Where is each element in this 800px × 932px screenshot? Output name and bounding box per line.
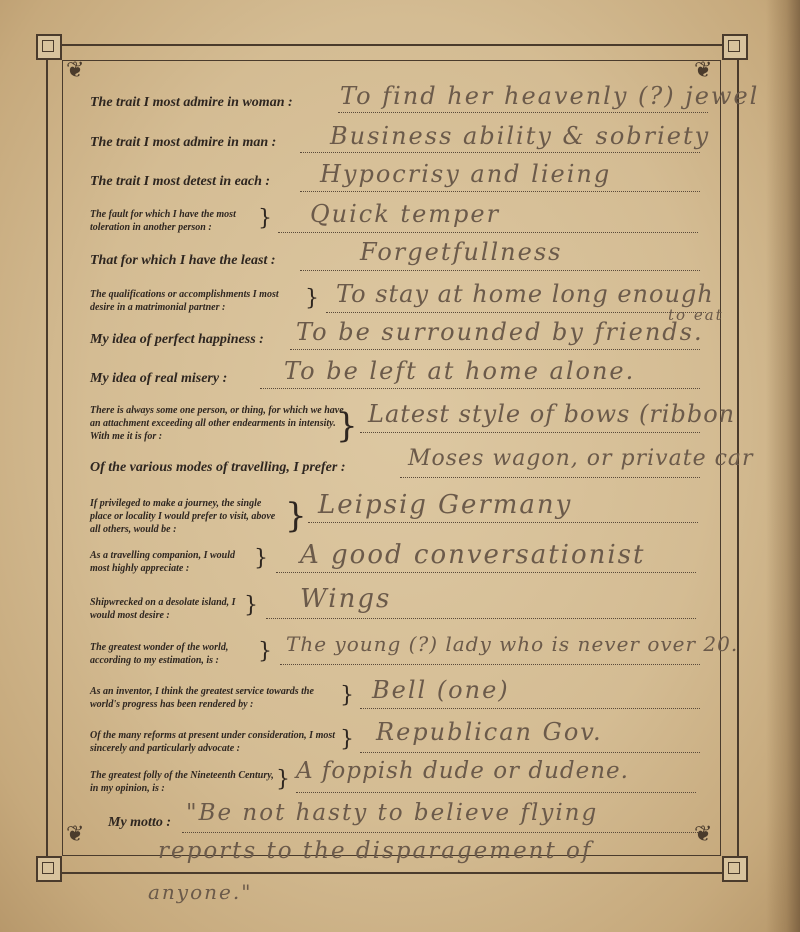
brace: } <box>340 683 354 708</box>
question-label: That for which I have the least : <box>90 253 276 268</box>
leaf-flourish-icon: ❦ <box>66 822 85 847</box>
answer-line <box>326 312 706 313</box>
handwritten-answer: To find her heavenly (?) jewel <box>340 82 760 110</box>
handwritten-answer: The young (?) lady who is never over 20. <box>286 632 739 656</box>
corner-ornament-top-left <box>36 34 62 60</box>
answer-line <box>266 618 696 619</box>
answer-line <box>182 832 698 833</box>
question-label: The fault for which I have the most toleration in another person : <box>90 209 236 233</box>
leaf-flourish-icon: ❦ <box>694 58 713 83</box>
answer-line <box>360 432 700 433</box>
answer-line <box>280 664 700 665</box>
answer-line <box>300 270 700 271</box>
question-label: Of the various modes of travelling, I prefer : <box>90 460 346 475</box>
brace: } <box>244 593 258 618</box>
handwritten-answer: To be left at home alone. <box>284 357 636 385</box>
answer-line <box>360 708 700 709</box>
handwritten-answer-continuation: anyone." <box>148 880 253 904</box>
question-label: The trait I most detest in each : <box>90 174 271 189</box>
leaf-flourish-icon: ❦ <box>694 822 713 847</box>
answer-line <box>276 572 696 573</box>
handwritten-answer-continuation: reports to the disparagement of <box>158 838 593 864</box>
question-label: The qualifications or accomplishments I most desire in a matrimonial partner : <box>90 289 279 313</box>
answer-line <box>296 792 696 793</box>
question-label: If privileged to make a journey, the single place or locality I would prefer to visit, above all others, would be : <box>90 498 276 535</box>
answer-line <box>300 191 700 192</box>
brace: } <box>276 767 290 792</box>
question-label: As a travelling companion, I would most highly appreciate : <box>90 550 236 574</box>
question-label: As an inventor, I think the greatest service towards the world's progress has been rendered by : <box>90 686 314 710</box>
corner-ornament-top-right <box>722 34 748 60</box>
handwritten-answer: "Be not hasty to believe flying <box>186 800 599 826</box>
page-spine-shadow <box>766 0 800 932</box>
handwritten-answer: Latest style of bows (ribbon <box>368 400 736 428</box>
handwritten-answer: To be surrounded by friends. <box>296 318 704 346</box>
handwritten-answer: A foppish dude or dudene. <box>296 758 629 784</box>
handwritten-answer: To stay at home long enough <box>336 280 714 308</box>
answer-line <box>308 522 698 523</box>
brace: } <box>285 496 307 536</box>
question-label: My idea of real misery : <box>90 371 228 386</box>
corner-ornament-bottom-left <box>36 856 62 882</box>
handwritten-answer: Hypocrisy and lieing <box>320 160 612 188</box>
question-label: My motto : <box>108 815 171 830</box>
question-label: Shipwrecked on a desolate island, I would most desire : <box>90 597 236 621</box>
brace: } <box>336 406 358 446</box>
handwritten-answer: Moses wagon, or private car <box>408 446 754 471</box>
answer-line <box>290 349 700 350</box>
answer-line <box>260 388 700 389</box>
handwritten-answer: Republican Gov. <box>376 718 603 746</box>
answer-line <box>338 112 708 113</box>
answer-line <box>278 232 698 233</box>
brace: } <box>305 286 319 311</box>
brace: } <box>254 546 268 571</box>
question-label: The greatest wonder of the world, according to my estimation, is : <box>90 642 229 666</box>
question-label: There is always some one person, or thing, for which we have an attachment exceeding all other endearments in intensity. With me it is for : <box>90 405 344 442</box>
corner-ornament-bottom-right <box>722 856 748 882</box>
handwritten-answer: A good conversationist <box>300 540 646 570</box>
answer-line <box>360 752 700 753</box>
handwritten-answer: Leipsig Germany <box>318 490 573 520</box>
question-label: The greatest folly of the Nineteenth Century, in my opinion, is : <box>90 770 274 794</box>
brace: } <box>258 206 272 231</box>
leaf-flourish-icon: ❦ <box>66 58 85 83</box>
answer-line <box>400 477 700 478</box>
question-label: Of the many reforms at present under consideration, I most sincerely and particularly advocate : <box>90 730 336 754</box>
handwritten-answer-continuation: to eat <box>668 306 724 324</box>
handwritten-answer: Forgetfullness <box>360 238 563 266</box>
handwritten-answer: Wings <box>300 584 392 614</box>
answer-line <box>300 152 700 153</box>
handwritten-answer: Bell (one) <box>372 676 510 704</box>
question-label: The trait I most admire in woman : <box>90 95 293 110</box>
brace: } <box>340 727 354 752</box>
handwritten-answer: Business ability & sobriety <box>330 122 711 150</box>
question-label: The trait I most admire in man : <box>90 135 277 150</box>
brace: } <box>258 639 272 664</box>
handwritten-answer: Quick temper <box>310 200 501 228</box>
question-label: My idea of perfect happiness : <box>90 332 264 347</box>
